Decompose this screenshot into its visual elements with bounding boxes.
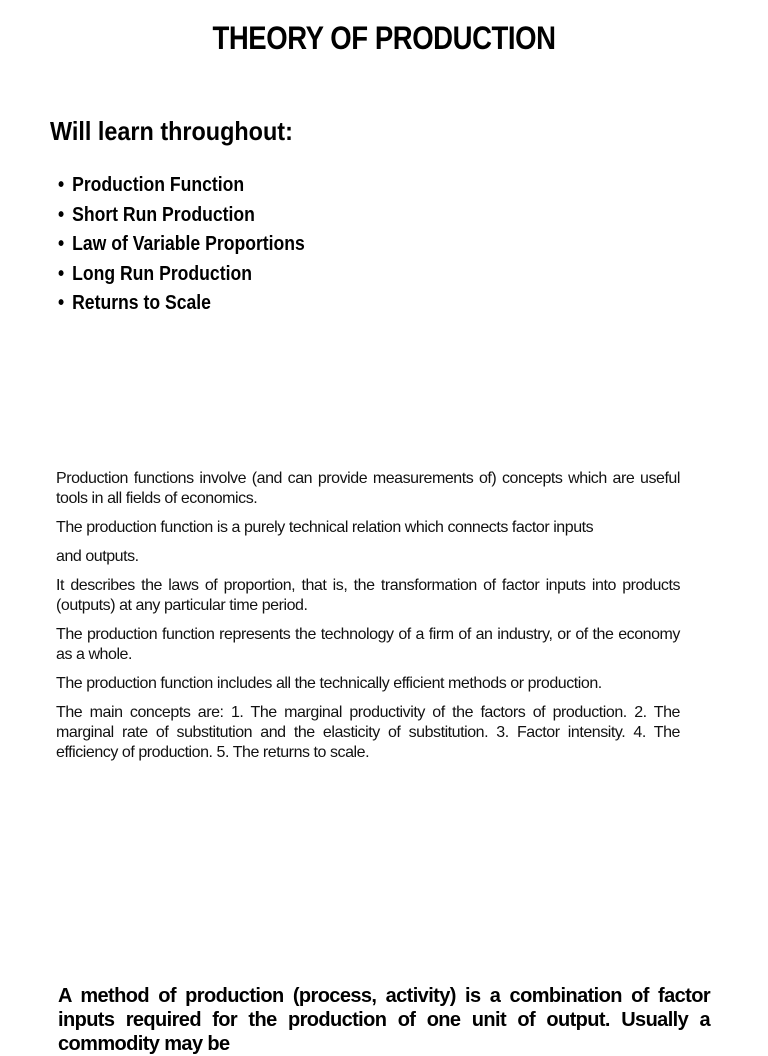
paragraph: The production function includes all the technically efficient methods or production. — [56, 675, 602, 692]
list-item — [58, 172, 305, 202]
list-item-label: Production Function — [72, 174, 245, 196]
list-item-label: Returns to Scale — [72, 292, 211, 314]
paragraph: and outputs. — [56, 548, 139, 565]
list-item — [58, 290, 305, 320]
body-text — [56, 469, 680, 772]
list-item-label: Law of Variable Proportions — [72, 233, 305, 255]
paragraph: The main concepts are: 1. The marginal productivity of the factors of production. 2. The marginal rate of substitution and the elasticity of substitution. 3. Factor intensity. 4. The efficiency of production. 5. The returns to scale. — [56, 704, 680, 761]
list-item-label: Short Run Production — [72, 203, 255, 226]
bullet-icon: • — [58, 174, 65, 196]
bullet-icon: • — [58, 233, 65, 255]
bullet-icon: • — [58, 262, 65, 285]
section-heading: Will learn throughout: — [50, 116, 293, 146]
bullet-icon: • — [58, 203, 65, 226]
paragraph: The production function represents the technology of a firm of an industry, or of the economy as a whole. — [56, 626, 680, 663]
topic-list — [58, 172, 339, 320]
paragraph: The production function is a purely technical relation which connects factor inputs — [56, 519, 594, 536]
list-item — [58, 202, 305, 232]
list-item — [58, 231, 305, 261]
list-item — [58, 261, 305, 291]
closing-paragraph: A method of production (process, activity) is a combination of factor inputs required for the production of one unit of output. Usually a commodity may be — [58, 985, 710, 1055]
paragraph: It describes the laws of proportion, that is, the transformation of factor inputs into products (outputs) at any particular time period. — [56, 577, 680, 614]
list-item-label: Long Run Production — [72, 262, 252, 285]
paragraph: Production functions involve (and can provide measurements of) concepts which are useful tools in all fields of economics. — [56, 470, 680, 507]
page-title: THEORY OF PRODUCTION — [212, 20, 556, 56]
bullet-icon: • — [58, 292, 65, 314]
